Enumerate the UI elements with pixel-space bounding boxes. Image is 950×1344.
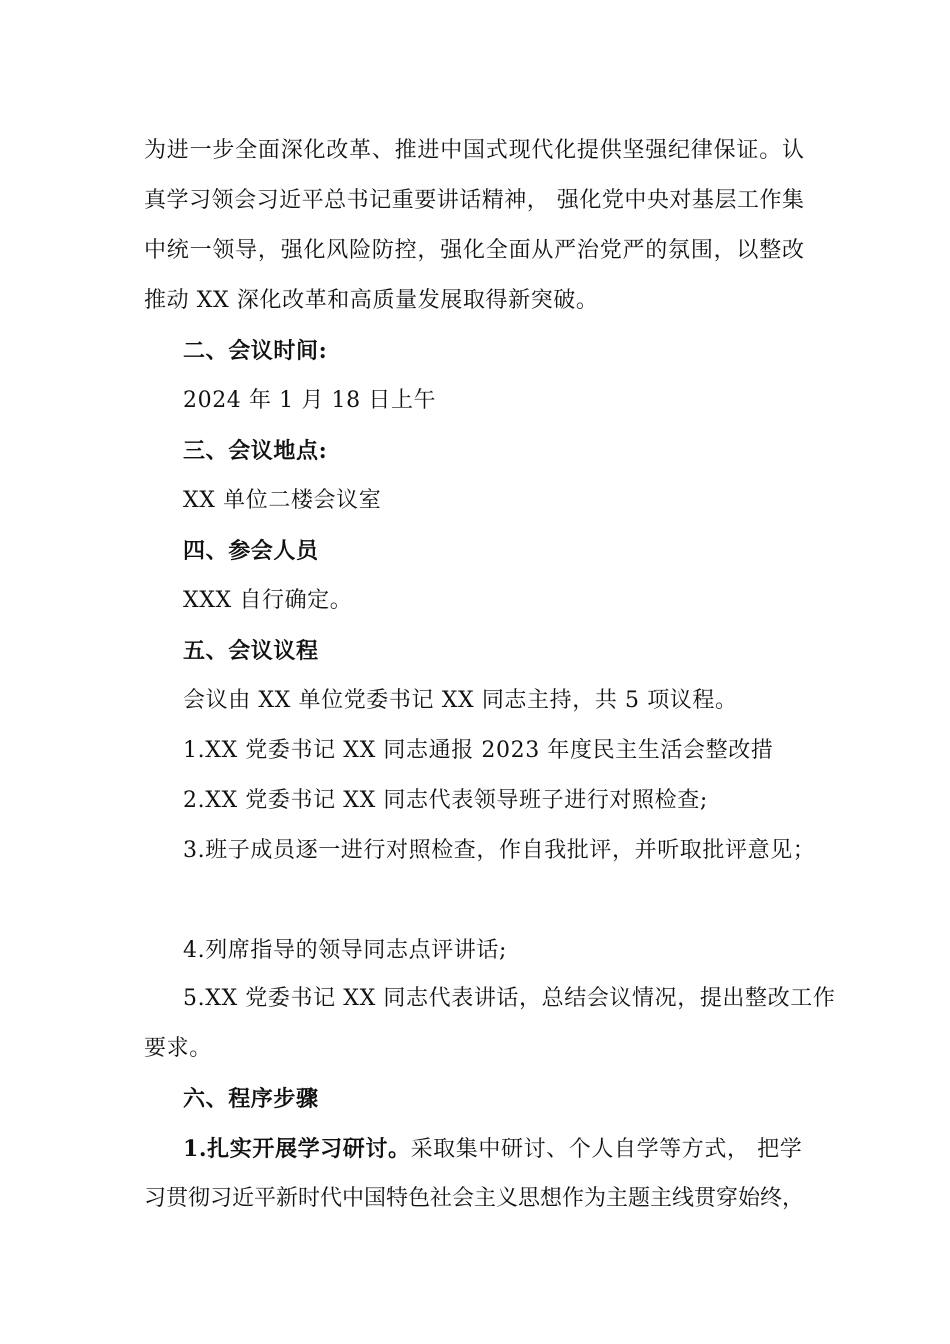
intro-line-2: 真学习领会习近平总书记重要讲话精神， 强化党中央对基层工作集 (144, 188, 804, 213)
step-1-title: 1.扎实开展学习研讨。 (183, 1136, 411, 1162)
section-6-heading: 六、程序步骤 (183, 1086, 319, 1112)
agenda-intro: 会议由 XX 单位党委书记 XX 同志主持，共 5 项议程。 (183, 688, 738, 713)
attendees: XXX 自行确定。 (183, 588, 353, 613)
meeting-time: 2024 年 1 月 18 日上午 (183, 388, 437, 413)
agenda-item: 2.XX 党委书记 XX 同志代表领导班子进行对照检查; (183, 788, 708, 813)
intro-line-4: 推动 XX 深化改革和高质量发展取得新突破。 (144, 288, 599, 313)
section-4-heading: 四、参会人员 (183, 538, 319, 564)
agenda-item: 1.XX 党委书记 XX 同志通报 2023 年度民主生活会整改措 (183, 738, 774, 763)
section-3-heading: 三、会议地点: (183, 438, 328, 464)
step-1-text: 采取集中研讨、个人自学等方式， 把学 (410, 1137, 803, 1162)
section-5-heading: 五、会议议程 (183, 638, 319, 664)
agenda-item: 5.XX 党委书记 XX 同志代表讲话，总结会议情况，提出整改工作 (183, 986, 836, 1011)
agenda-item-continuation: 要求。 (144, 1036, 212, 1061)
agenda-item: 4.列席指导的领导同志点评讲话; (183, 938, 508, 963)
step-1-line-2: 习贯彻习近平新时代中国特色社会主义思想作为主题主线贯穿始终， (144, 1186, 805, 1211)
section-2-heading: 二、会议时间: (183, 338, 328, 364)
meeting-location: XX 单位二楼会议室 (183, 488, 382, 513)
agenda-item: 3.班子成员逐一进行对照检查，作自我批评，并听取批评意见； (183, 838, 816, 863)
step-1-line-1 (183, 1134, 802, 1165)
intro-line-3: 中统一领导，强化风险防控，强化全面从严治党严的氛围，以整改 (144, 238, 804, 263)
intro-line-1: 为进一步全面深化改革、推进中国式现代化提供坚强纪律保证。认 (144, 138, 804, 163)
